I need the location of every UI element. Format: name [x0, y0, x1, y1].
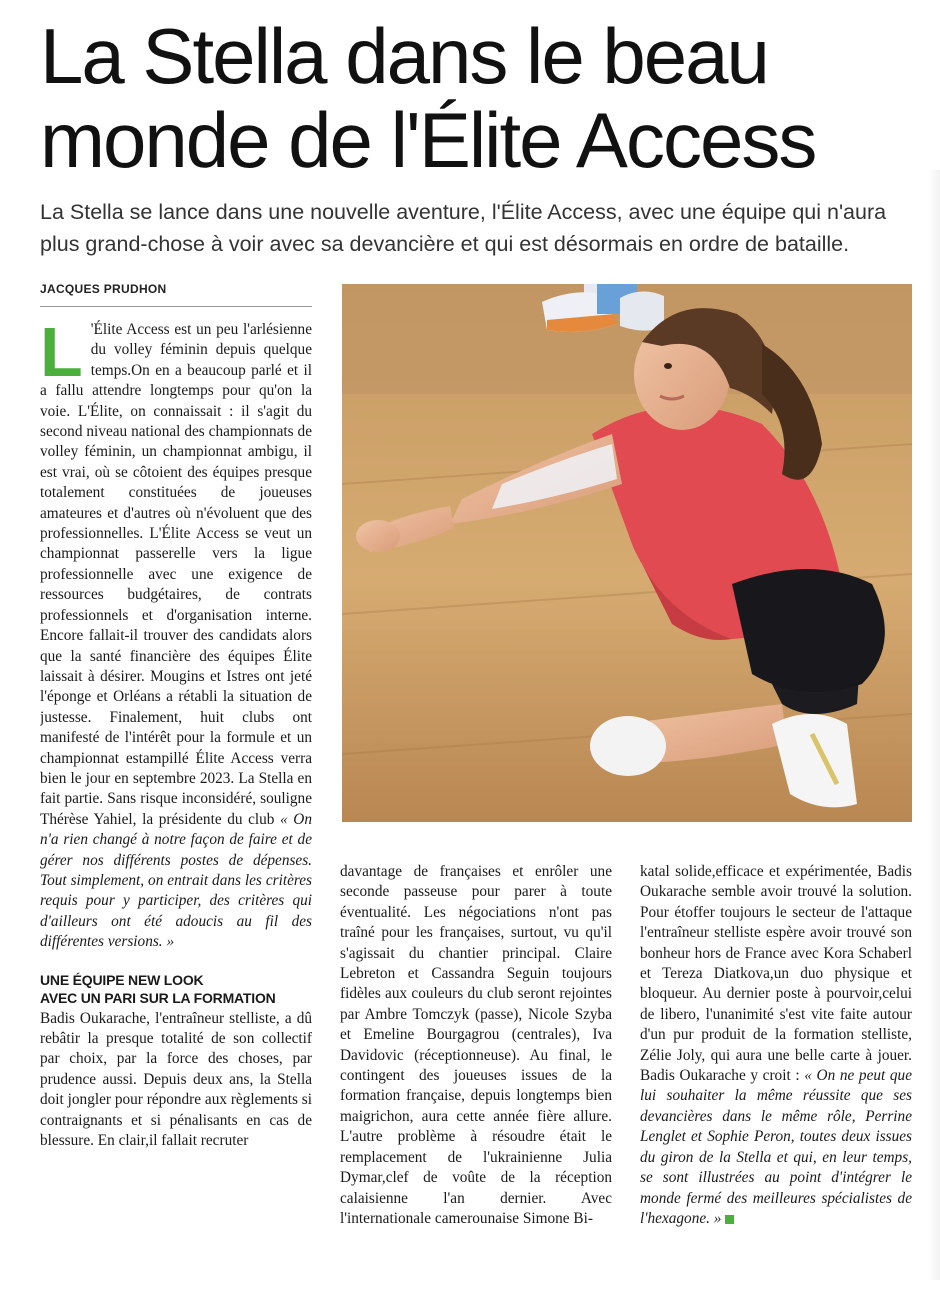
president-quote: « On n'a rien changé à notre façon de faire et de gérer nos différents postes de dépenses. Tout simplement, on entrait dans les critères requis pour y participer, des critères qui d'ailleurs ont été adoucis au fil des différentes versions. » — [40, 810, 312, 951]
volleyball-player-photo — [342, 284, 912, 822]
page-edge-shadow — [928, 170, 940, 1280]
subheading-line-1: UNE ÉQUIPE NEW LOOK — [40, 971, 204, 988]
col1-paragraph-2: Badis Oukarache, l'entraîneur stelliste, a dû rebâtir la presque totalité de son collectif par choix, par la force des choses, par prudence aussi. Depuis deux ans, la Stella doit jongler pour répondre aux règlements si contraignants et si pénalisants en cas de blessure. En clair,il fallait recruter — [40, 1009, 312, 1150]
standfirst: La Stella se lance dans une nouvelle aventure, l'Élite Access, avec une équipe qui n'aura plus grand-chose à voir avec sa devancière et qui est désormais en ordre de bataille. — [40, 200, 887, 256]
drop-cap: L — [40, 320, 83, 391]
article-column-3 — [640, 862, 912, 1270]
coach-quote: « On ne peut que lui souhaiter la même réussite que ses devancières dans le même rôle, Perrine Lenglet et Sophie Peron, toutes deux issues du giron de la Stella et qui, en leur temps, se sont illustrées au point d'intégrer le monde fermé des meilleures spécialistes de l'hexagone. » — [640, 1067, 912, 1227]
byline: JACQUES PRUDHON — [40, 282, 312, 307]
article-column-1 — [40, 320, 312, 1268]
headline: La Stella dans le beau monde de l'Élite Access — [40, 12, 816, 184]
end-mark-square — [725, 1215, 734, 1224]
col3-paragraph: katal solide,efficace et expérimentée, Badis Oukarache semble avoir trouvé la solution. Pour étoffer toujours le secteur de l'attaque l'entraîneur stelliste espère avoir trouvé son bonheur hors de France avec Kora Schaberl et Tereza Diatkova,un duo physique et bloqueur. Au dernier poste à pourvoir,celui de libero, l'unanimité s'est vite faite autour d'un pur produit de la formation stelliste, Zélie Joly, qui aura une belle carte à jouer. Badis Oukarache y croit : — [640, 863, 912, 1085]
subheading — [40, 971, 312, 1007]
article-column-2 — [340, 862, 612, 1270]
col2-paragraph: davantage de françaises et enrôler une seconde passeuse pour parer à toute éventualité. Les négociations n'ont pas traîné pour les françaises, surtout, vu qu'il s'agissait du chantier principal. Claire Lebreton et Cassandra Seguin toujours fidèles aux couleurs du club seront rejointes par Ambre Tomczyk (passe), Nicole Szyba et Emeline Bourgagrou (centrales), Iva Davidovic (réceptionneuse). Au final, le contingent des joueuses issues de la formation française, depuis longtemps bien maigrichon, aura cette année fière allure. L'autre problème à résoudre était le remplacement de l'ukrainienne Julia Dymar,clef de voûte de la réception calaisienne l'an dernier. Avec l'internationale camerounaise Simone Bi- — [340, 863, 612, 1227]
col1-paragraph-1: 'Élite Access est un peu l'arlésienne du volley féminin depuis quelque temps.On en a beaucoup parlé et il a fallu attendre longtemps pour qu'on la voie. L'Élite, on connaissait : il s'agit du second niveau national des championnats de volley féminin, un championnat ambigu, il est vrai, où se côtoient des équipes presque totalement constituées de joueuses amateures et d'autres où n'évoluent que des professionnelles. L'Élite Access se veut un championnat passerelle vers la ligue professionnelle avec une exigence de ressources budgétaires, de contrats professionnels et d'organisation interne. Encore fallait-il trouver des candidats alors que la santé financière des équipes Élite laissait à désirer. Mougins et Istres ont jeté l'éponge et Orléans a rétabli la situation de justesse. Finalement, huit clubs ont manifesté de l'intérêt pour la formule et un championnat estampillé Élite Access verra bien le jour en septembre 2023. La Stella en fait partie. Sans risque inconsidéré, souligne Thérèse Yahiel, la présidente du club — [40, 321, 312, 828]
subheading-line-2: AVEC UN PARI SUR LA FORMATION — [40, 989, 276, 1006]
